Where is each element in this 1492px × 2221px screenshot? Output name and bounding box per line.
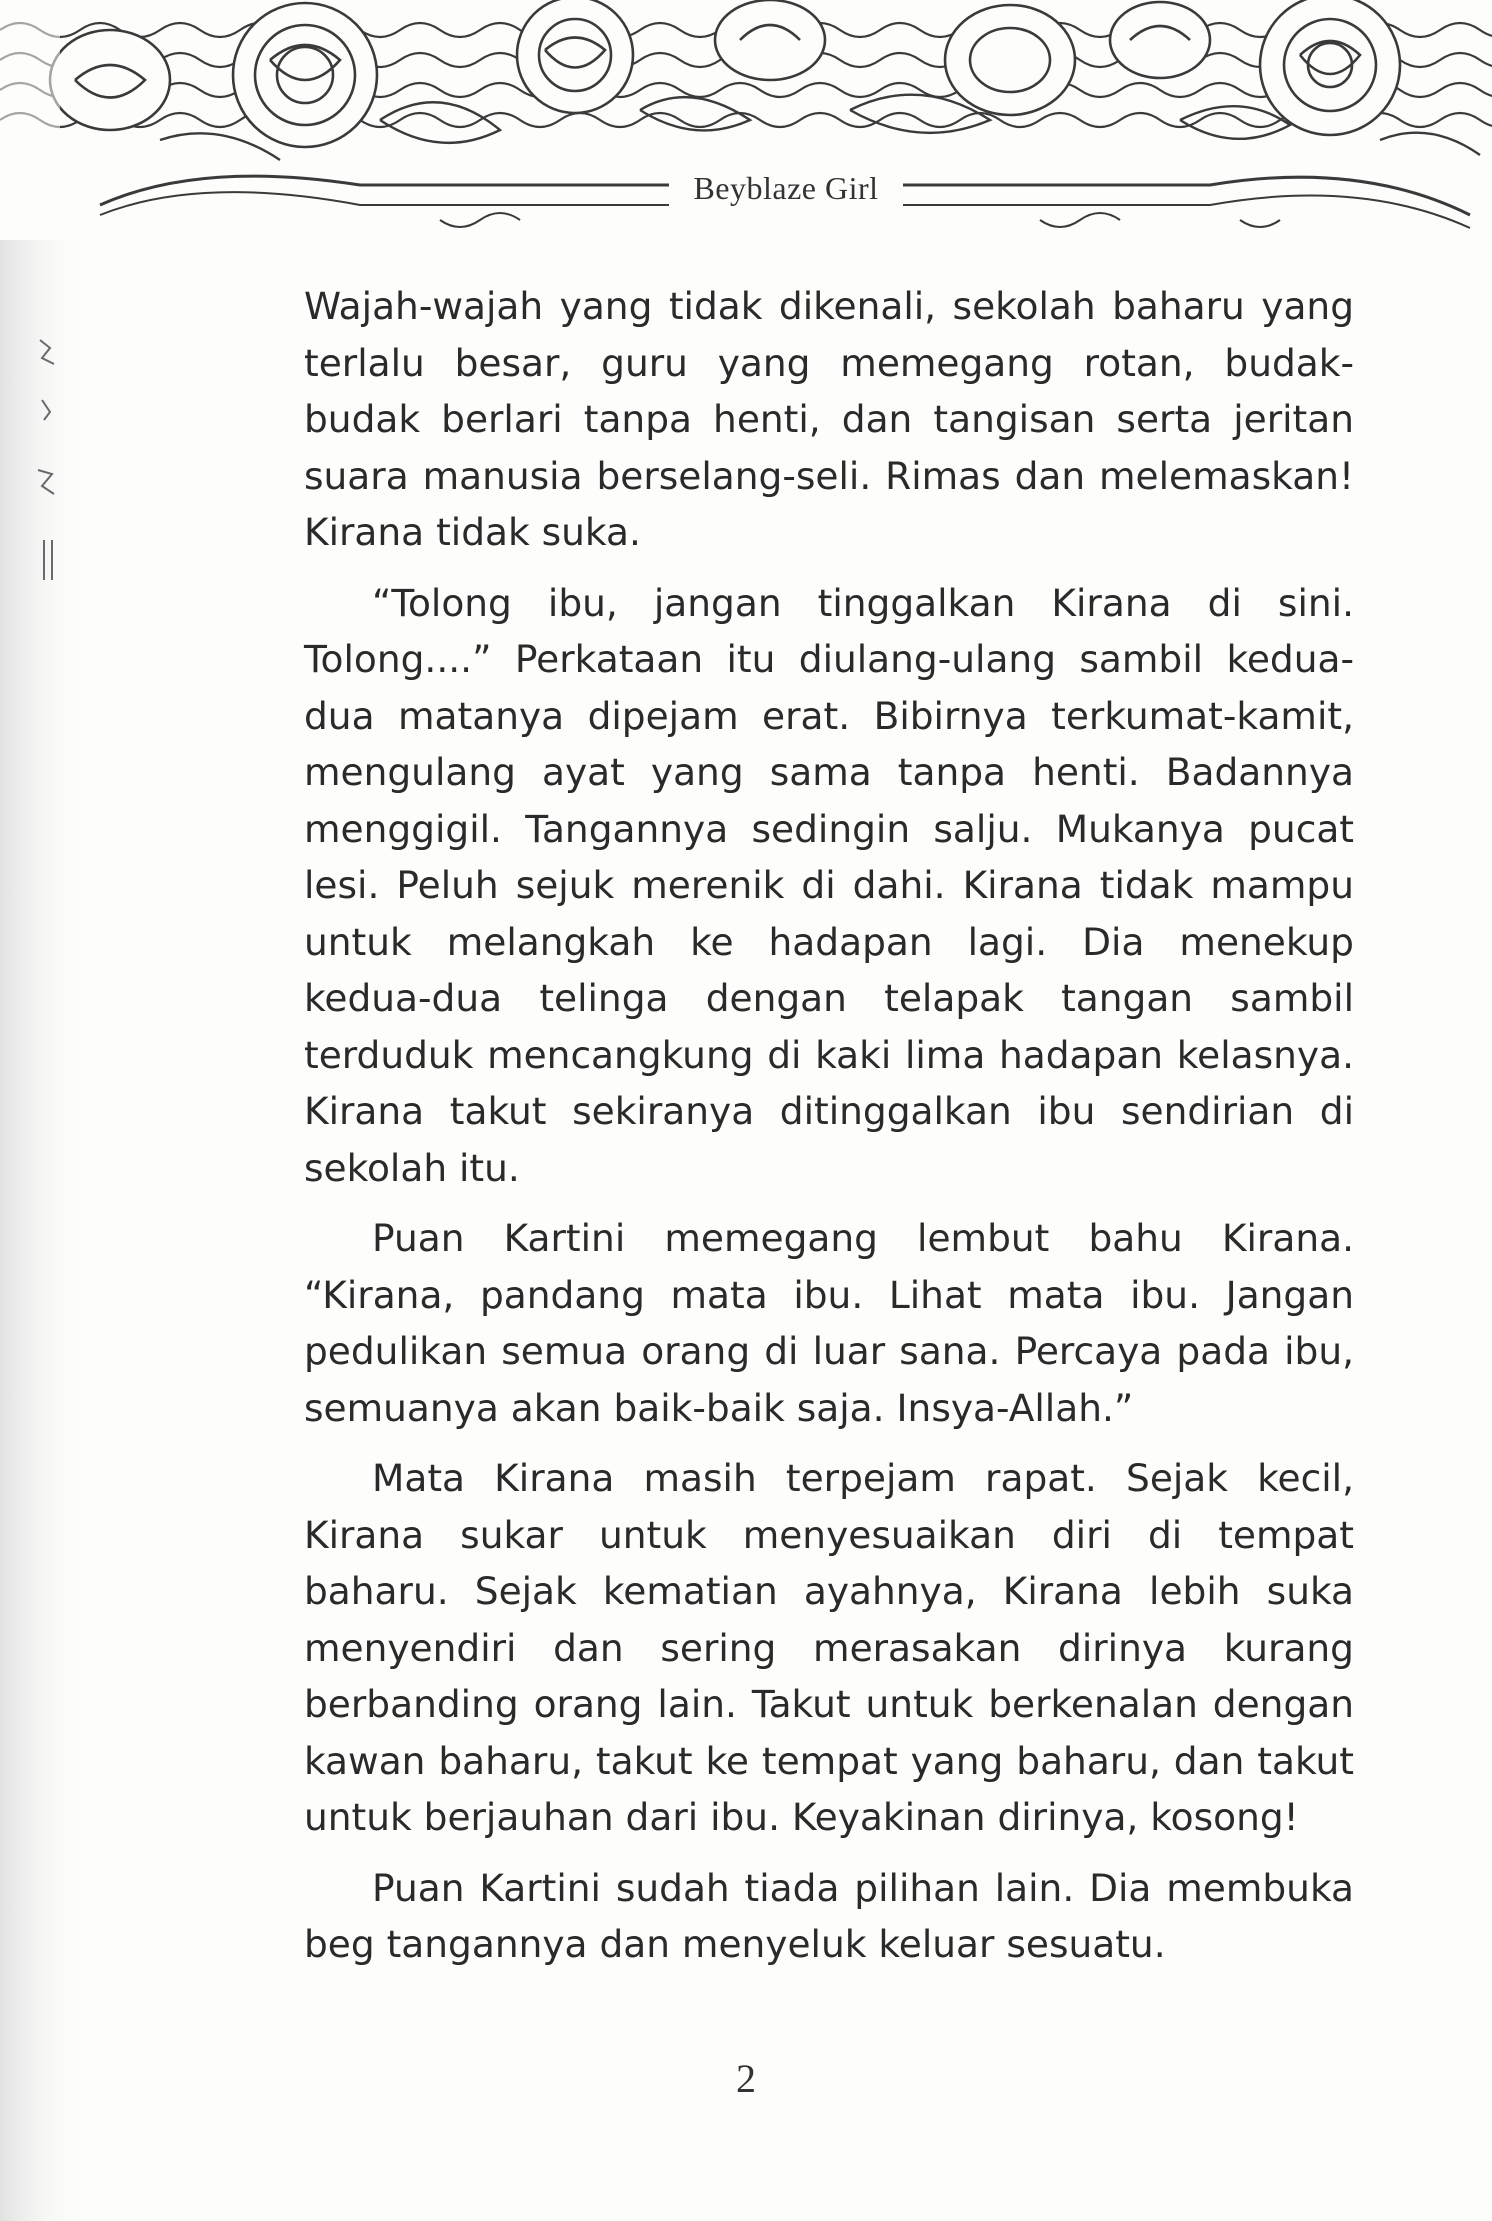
paragraph-5: Puan Kartini sudah tiada pilihan lain. Dia membuka beg tangannya dan menyeluk keluar sesuatu. [304, 1865, 1354, 1966]
page-number: 2 [736, 2056, 756, 2101]
running-head [0, 170, 1492, 207]
paragraph-1: Wajah-wajah yang tidak dikenali, sekolah baharu yang terlalu besar, guru yang memegang rotan, budak-budak berlari tanpa henti, dan tangisan serta jeritan suara manusia berselang-seli. Rimas dan melemaskan! Kirana tidak suka. [304, 284, 1354, 554]
binding-shadow [0, 240, 90, 2221]
running-title: Beyblaze Girl [669, 170, 902, 207]
body-text [304, 278, 1354, 1987]
paragraph-3: Puan Kartini memegang lembut bahu Kirana. “Kirana, pandang mata ibu. Lihat mata ibu. Jangan pedulikan semua orang di luar sana. Percaya pada ibu, semuanya akan baik-baik saja. Insya-Allah.” [304, 1216, 1354, 1430]
floral-header-ornament [0, 0, 1492, 260]
paragraph-4: Mata Kirana masih terpejam rapat. Sejak kecil, Kirana sukar untuk menyesuaikan diri di tempat baharu. Sejak kematian ayahnya, Kirana lebih suka menyendiri dan sering merasakan dirinya kurang berbanding orang lain. Takut untuk berkenalan dengan kawan baharu, takut ke tempat yang baharu, dan takut untuk berjauhan dari ibu. Keyakinan dirinya, kosong! [304, 1456, 1354, 1839]
paragraph-2: “Tolong ibu, jangan tinggalkan Kirana di sini. Tolong....” Perkataan itu diulang-ulang sambil kedua-dua matanya dipejam erat. Bibirnya terkumat-kamit, mengulang ayat yang sama tanpa henti. Badannya menggigil. Tangannya sedingin salju. Mukanya pucat lesi. Peluh sejuk merenik di dahi. Kirana tidak mampu untuk melangkah ke hadapan lagi. Dia menekup kedua-dua telinga dengan telapak tangan sambil terduduk mencangkung di kaki lima hadapan kelasnya. Kirana takut sekiranya ditinggalkan ibu sendirian di sekolah itu. [304, 580, 1354, 1190]
